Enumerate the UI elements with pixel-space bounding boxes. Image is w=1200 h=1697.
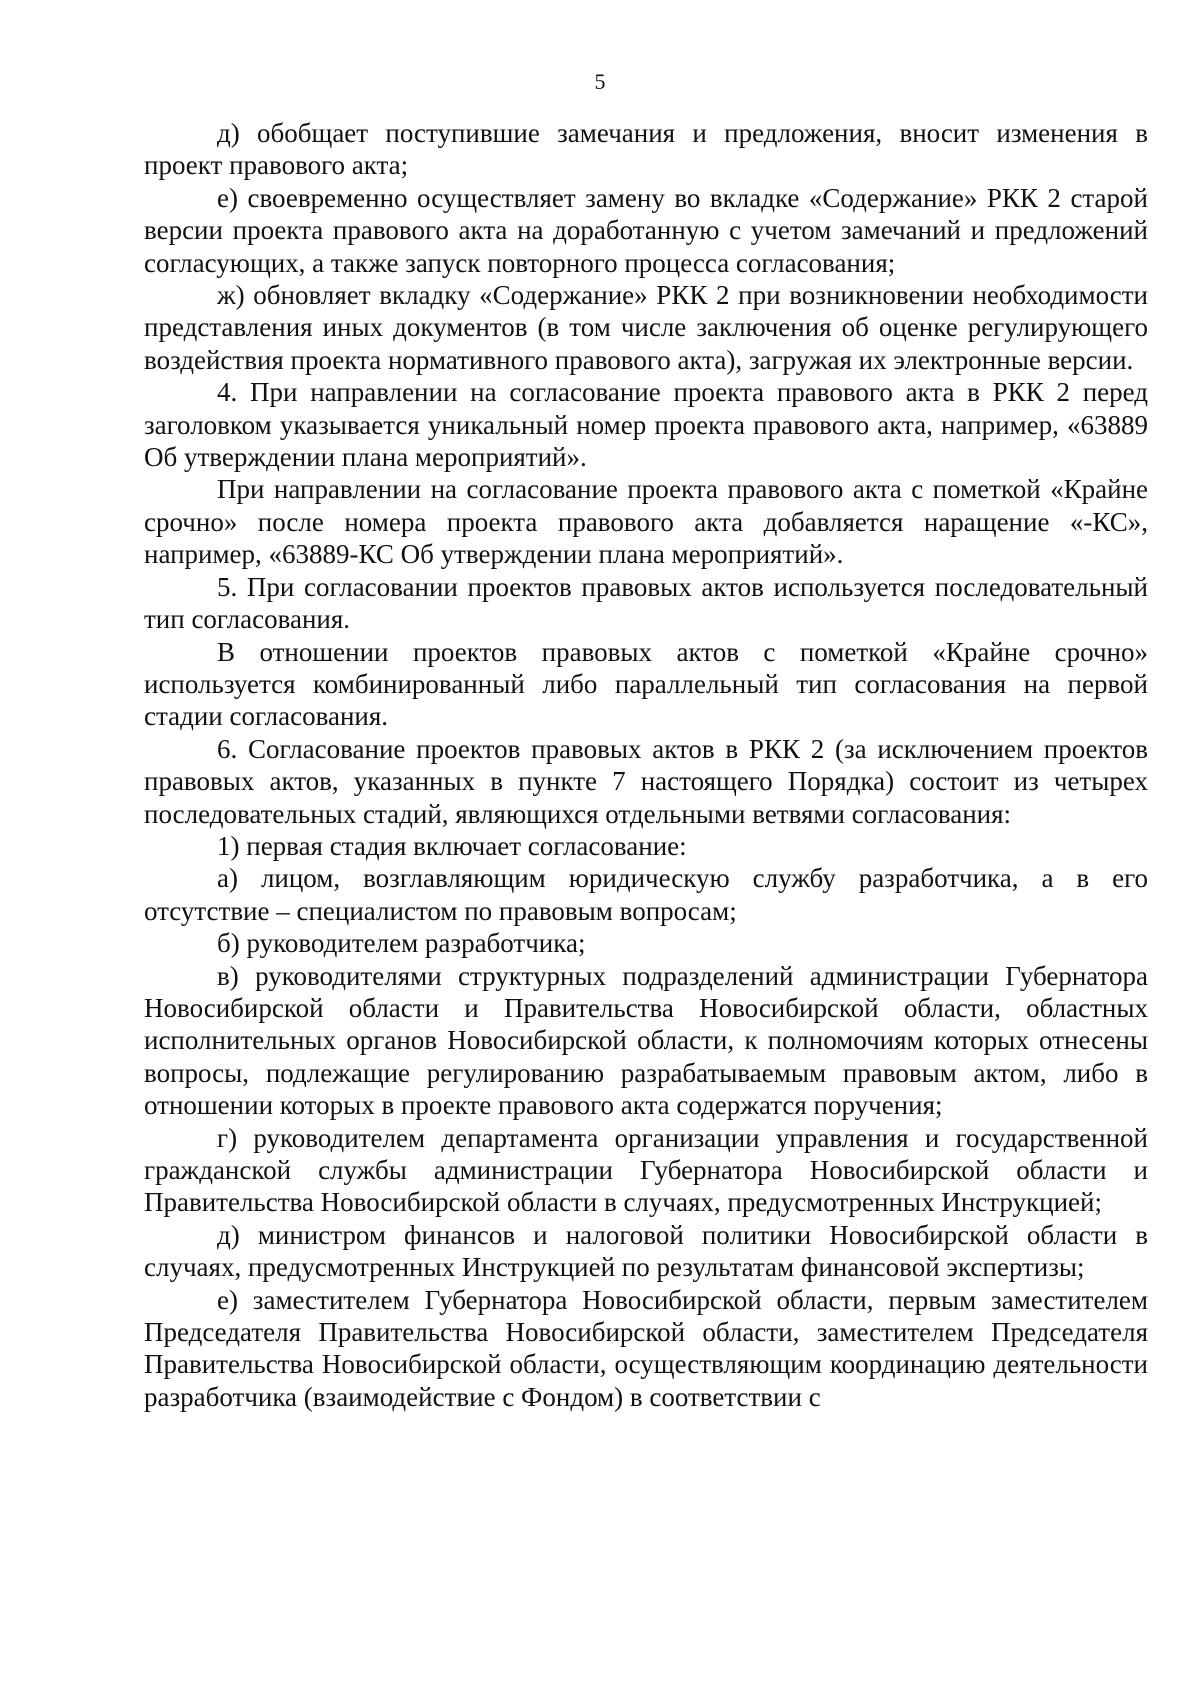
page-number: 5 <box>594 69 606 94</box>
paragraph-g-department-head: г) руководителем департамента организации управления и государственной гражданской службы администрации Губернатора Новосибирской области и Правительства Новосибирской области в случаях, предусмотренных Инструкцией; <box>144 1122 1148 1218</box>
paragraph-e-replaces-version: е) своевременно осуществляет замену во вкладке «Содержание» РКК 2 старой версии проекта правового акта на доработанную с учетом замечаний и предложений согласующих, а также запуск повторного процесса согласования; <box>144 182 1148 278</box>
paragraph-urgent-combined-type: В отношении проектов правовых актов с пометкой «Крайне срочно» используется комбинированный либо параллельный тип согласования на первой стадии согласования. <box>144 636 1148 732</box>
paragraph-4-unique-number: 4. При направлении на согласование проекта правового акта в РКК 2 перед заголовком указывается уникальный номер проекта правового акта, например, «63889 Об утверждении плана мероприятий». <box>144 377 1148 473</box>
paragraph-d-generalizes: д) обобщает поступившие замечания и предложения, вносит изменения в проект правового акта; <box>144 118 1148 181</box>
paragraph-zh-updates-tab: ж) обновляет вкладку «Содержание» РКК 2 при возникновении необходимости представления иных документов (в том числе заключения об оценке регулирующего воздействия проекта нормативного правового акта), загружая их электронные версии. <box>144 280 1148 375</box>
paragraph-1-first-stage: 1) первая стадия включает согласование: <box>217 830 687 861</box>
paragraph-6-four-stages: 6. Согласование проектов правовых актов в РКК 2 (за исключением проектов правовых актов, указанных в пункте 7 настоящего Порядка) состоит из четырех последовательных стадий, являющихся отдельными ветвями согласования: <box>144 733 1148 829</box>
paragraph-b-developer-head: б) руководителем разработчика; <box>217 928 586 959</box>
paragraph-urgent-suffix: При направлении на согласование проекта правового акта с пометкой «Крайне срочно» после номера проекта правового акта добавляется наращение «-КС», например, «63889-КС Об утверждении плана мероприятий». <box>144 474 1148 570</box>
paragraph-d-finance-minister: д) министром финансов и налоговой политики Новосибирской области в случаях, предусмотренных Инструкцией по результатам финансовой экспертизы; <box>144 1219 1148 1283</box>
paragraph-e-deputy-governor: е) заместителем Губернатора Новосибирской области, первым заместителем Председателя Правительства Новосибирской области, заместителем Председателя Правительства Новосибирской области, осуществляющим координацию деятельности разработчика (взаимодействие с Фондом) в соответствии с <box>144 1284 1148 1412</box>
document-body <box>144 117 1148 1413</box>
paragraph-v-structural-heads: в) руководителями структурных подразделений администрации Губернатора Новосибирской области и Правительства Новосибирской области, областных исполнительных органов Новосибирской области, к полномочиям которых отнесены вопросы, подлежащие регулированию разрабатываемым правовым актом, либо в отношении которых в проекте правового акта содержатся поручения; <box>144 960 1148 1121</box>
paragraph-a-legal-service: а) лицом, возглавляющим юридическую службу разработчика, а в его отсутствие – специалистом по правовым вопросам; <box>144 863 1148 926</box>
paragraph-5-sequential-type: 5. При согласовании проектов правовых актов используется последовательный тип согласования. <box>144 571 1148 635</box>
